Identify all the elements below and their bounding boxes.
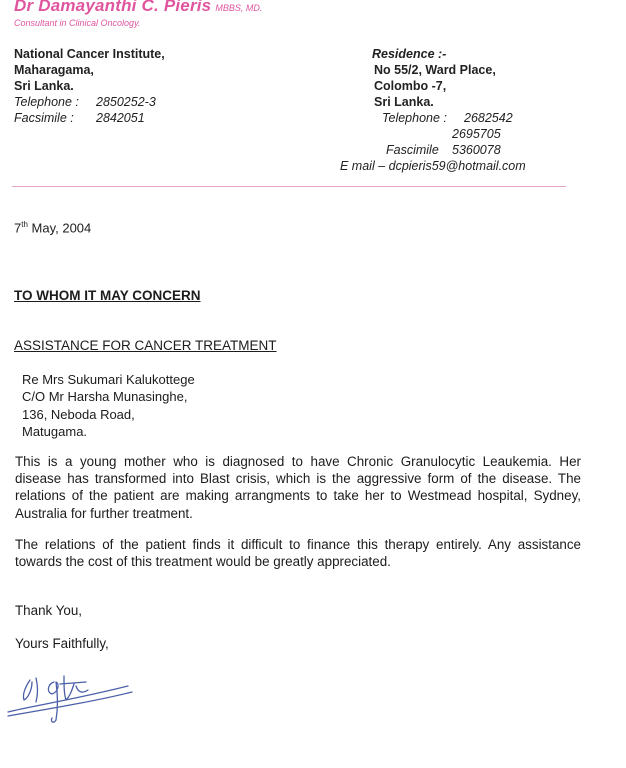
residence-country: Sri Lanka. [374,95,434,109]
paragraph-request: The relations of the patient finds it difficult to finance this therapy entirely. Any assistance towards the cost of this treatment would be greatly appreciated. [15,537,581,570]
facsimile-label: Facsimile : [14,111,74,125]
residence-label: Residence :- [372,47,447,61]
date-rest: May, 2004 [27,220,92,236]
doctor-degrees: MBBS, MD. [215,3,263,13]
patient-reference [22,371,195,440]
institute-name: National Cancer Institute, [14,47,165,61]
email-address: E mail – dcpieris59@hotmail.com [340,159,526,173]
letter-heading: TO WHOM IT MAY CONCERN [14,288,201,303]
residence-facsimile: 5360078 [452,143,501,157]
closing-thanks: Thank You, [15,603,83,618]
residence-address [340,46,600,174]
re-line: Matugama. [22,423,88,439]
re-line: C/O Mr Harsha Munasinghe, [22,389,188,405]
residence-telephone-2: 2695705 [452,127,501,141]
institute-telephone [14,94,165,110]
residence-telephone-1: 2682542 [464,111,513,125]
residence-city: Colombo -7, [374,79,447,93]
facsimile-value: 2842051 [96,111,145,125]
letterhead-name [14,0,262,16]
residence-street: No 55/2, Ward Place, [374,63,496,77]
institute-city: Maharagama, [14,63,94,77]
handwritten-signature [2,662,142,728]
letter-date [14,220,91,235]
institute-address [14,46,165,126]
doctor-name: Dr Damayanthi C. Pieris [14,0,212,15]
date-suffix: th [21,220,28,229]
re-line: 136, Neboda Road, [22,406,135,422]
telephone-value: 2850252-3 [96,95,156,109]
letterhead-subtitle: Consultant in Clinical Oncology. [14,18,141,28]
date-day: 7 [14,220,22,236]
institute-country: Sri Lanka. [14,79,74,93]
letterhead-divider [12,186,566,187]
telephone-label: Telephone : [14,95,79,109]
residence-telephone-label: Telephone : [382,111,447,125]
letter-subject: ASSISTANCE FOR CANCER TREATMENT [14,338,277,353]
re-line: Re Mrs Sukumari Kalukottege [22,372,195,387]
closing-signoff: Yours Faithfully, [15,636,109,651]
residence-facsimile-label: Fascimile [386,143,439,157]
institute-facsimile [14,110,165,126]
paragraph-diagnosis: This is a young mother who is diagnosed to have Chronic Granulocytic Leaukemia. Her disease has transformed into Blast crisis, which is the aggressive form of the disease. The relations of the patient are making arrangments to take her to Westmead hospital, Sydney, Australia for further treatment. [15,454,581,521]
